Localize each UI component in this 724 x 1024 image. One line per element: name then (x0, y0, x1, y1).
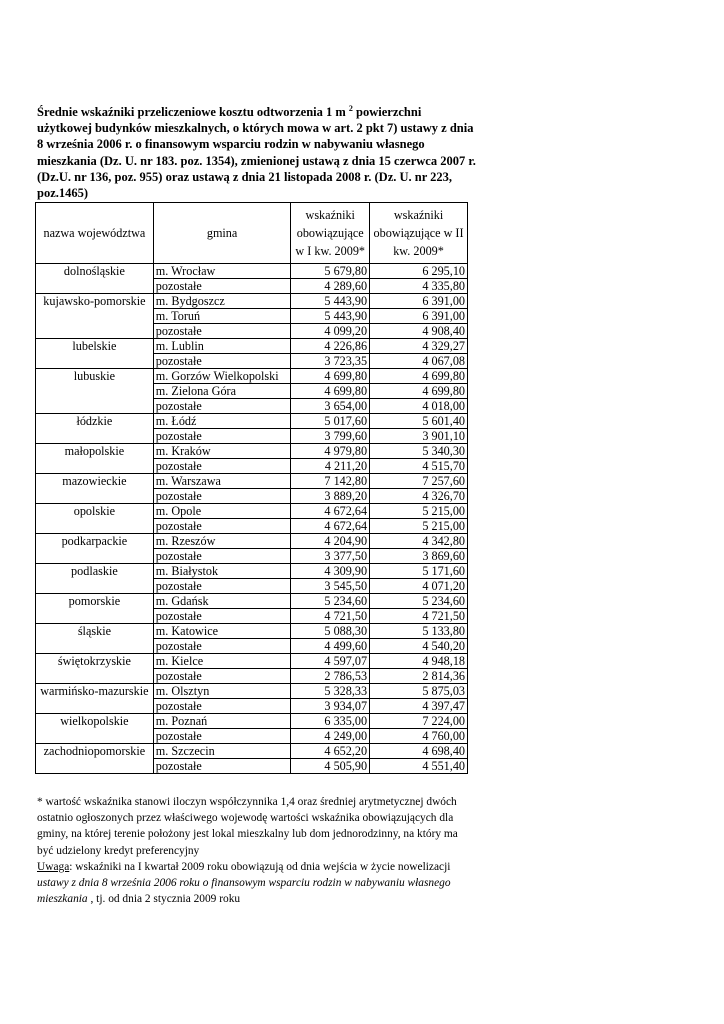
voivodeship-cell: małopolskie (36, 444, 154, 474)
q1-value-cell: 3 723,35 (291, 354, 370, 369)
q1-value-cell: 4 699,80 (291, 384, 370, 399)
commune-cell: pozostałe (153, 429, 291, 444)
uwaga-date: , tj. od dnia 2 stycznia 2009 roku (87, 893, 241, 906)
voivodeship-cell: lubuskie (36, 369, 154, 414)
commune-cell: pozostałe (153, 549, 291, 564)
q2-value-cell: 3 869,60 (370, 549, 468, 564)
q1-value-cell: 4 211,20 (291, 459, 370, 474)
q1-value-cell: 3 799,60 (291, 429, 370, 444)
voivodeship-cell: opolskie (36, 504, 154, 534)
table-row (36, 504, 468, 519)
q1-value-cell: 2 786,53 (291, 669, 370, 684)
commune-cell: m. Gdańsk (153, 594, 291, 609)
q2-value-cell: 4 698,40 (370, 744, 468, 759)
commune-cell: pozostałe (153, 609, 291, 624)
q1-value-cell: 3 889,20 (291, 489, 370, 504)
q1-value-cell: 4 249,00 (291, 729, 370, 744)
q1-value-cell: 4 699,80 (291, 369, 370, 384)
q1-value-cell: 5 088,30 (291, 624, 370, 639)
q2-value-cell: 4 540,20 (370, 639, 468, 654)
table-row (36, 624, 468, 639)
title-text: Średnie wskaźniki przeliczeniowe kosztu odtworzenia 1 m (37, 105, 349, 119)
q2-value-cell: 2 814,36 (370, 669, 468, 684)
voivodeship-cell: lubelskie (36, 339, 154, 369)
table-row (36, 474, 468, 489)
header-commune: gmina (153, 203, 291, 264)
table-row (36, 444, 468, 459)
q2-value-cell: 5 133,80 (370, 624, 468, 639)
voivodeship-cell: wielkopolskie (36, 714, 154, 744)
q1-value-cell: 5 443,90 (291, 309, 370, 324)
q1-value-cell: 4 672,64 (291, 504, 370, 519)
q2-value-cell: 4 760,00 (370, 729, 468, 744)
q1-value-cell: 5 234,60 (291, 594, 370, 609)
table-row (36, 684, 468, 699)
q1-value-cell: 7 142,80 (291, 474, 370, 489)
q2-value-cell: 5 171,60 (370, 564, 468, 579)
table-body (36, 264, 468, 774)
q2-value-cell: 4 721,50 (370, 609, 468, 624)
commune-cell: m. Olsztyn (153, 684, 291, 699)
q1-value-cell: 4 226,86 (291, 339, 370, 354)
commune-cell: m. Łódź (153, 414, 291, 429)
table-header-row (36, 203, 468, 264)
voivodeship-cell: łódzkie (36, 414, 154, 444)
q1-value-cell: 3 934,07 (291, 699, 370, 714)
footnote-text: * wartość wskaźnika stanowi iloczyn współczynnika 1,4 oraz średniej arytmetycznej dwóch ostatnio ogłoszonych przez właściwego wojewodę wartości wskaźnika obowiązujących dla gminy, na której terenie położony jest lokal mieszkalny lub dom jednorodzinny, na który ma być udzielony kredyt preferencyjny (37, 796, 458, 857)
q2-value-cell: 4 329,27 (370, 339, 468, 354)
commune-cell: pozostałe (153, 399, 291, 414)
commune-cell: m. Opole (153, 504, 291, 519)
commune-cell: pozostałe (153, 324, 291, 339)
document-title (37, 104, 477, 201)
q2-value-cell: 5 875,03 (370, 684, 468, 699)
q1-value-cell: 4 652,20 (291, 744, 370, 759)
title-superscript: 2 (348, 103, 353, 113)
table-row (36, 264, 468, 279)
table-row (36, 564, 468, 579)
commune-cell: m. Katowice (153, 624, 291, 639)
q1-value-cell: 5 328,33 (291, 684, 370, 699)
table-row (36, 594, 468, 609)
commune-cell: pozostałe (153, 279, 291, 294)
q1-value-cell: 4 672,64 (291, 519, 370, 534)
voivodeship-cell: mazowieckie (36, 474, 154, 504)
voivodeship-cell: kujawsko-pomorskie (36, 294, 154, 339)
q1-value-cell: 4 979,80 (291, 444, 370, 459)
q2-value-cell: 4 948,18 (370, 654, 468, 669)
q2-value-cell: 4 515,70 (370, 459, 468, 474)
q2-value-cell: 4 551,40 (370, 759, 468, 774)
q1-value-cell: 6 335,00 (291, 714, 370, 729)
table-row (36, 654, 468, 669)
voivodeship-cell: świętokrzyskie (36, 654, 154, 684)
q1-value-cell: 3 545,50 (291, 579, 370, 594)
q2-value-cell: 4 699,80 (370, 369, 468, 384)
q1-value-cell: 4 204,90 (291, 534, 370, 549)
header-q1-2009: wskaźniki obowiązujące w I kw. 2009* (291, 203, 370, 264)
voivodeship-cell: dolnośląskie (36, 264, 154, 294)
title-text-continued: powierzchni użytkowej budynków mieszkalnych, o których mowa w art. 2 pkt 7) ustawy z dnia 8 września 2006 r. o finansowym wsparciu rodzin w nabywaniu własnego mieszkania (Dz. U. nr 183. poz. 1354), zmienionej ustawą z dnia 15 czerwca 2007 r. (Dz.U. nr 136, poz. 955) oraz ustawą z dnia 21 listopada 2008 r. (Dz. U. nr 223, poz.1465) (37, 105, 476, 201)
commune-cell: m. Warszawa (153, 474, 291, 489)
q2-value-cell: 5 340,30 (370, 444, 468, 459)
commune-cell: pozostałe (153, 729, 291, 744)
uwaga-note (37, 859, 467, 908)
commune-cell: m. Rzeszów (153, 534, 291, 549)
q2-value-cell: 4 067,08 (370, 354, 468, 369)
uwaga-text: : wskaźniki na I kwartał 2009 roku obowiązują od dnia wejścia w życie nowelizacji (69, 860, 451, 873)
q1-value-cell: 5 017,60 (291, 414, 370, 429)
footnote (37, 794, 467, 907)
q2-value-cell: 4 335,80 (370, 279, 468, 294)
q1-value-cell: 4 099,20 (291, 324, 370, 339)
commune-cell: m. Lublin (153, 339, 291, 354)
q2-value-cell: 4 326,70 (370, 489, 468, 504)
voivodeship-cell: pomorskie (36, 594, 154, 624)
commune-cell: m. Poznań (153, 714, 291, 729)
commune-cell: pozostałe (153, 639, 291, 654)
commune-cell: m. Kraków (153, 444, 291, 459)
commune-cell: pozostałe (153, 354, 291, 369)
q1-value-cell: 4 289,60 (291, 279, 370, 294)
q2-value-cell: 5 601,40 (370, 414, 468, 429)
q1-value-cell: 4 499,60 (291, 639, 370, 654)
q2-value-cell: 5 234,60 (370, 594, 468, 609)
voivodeship-cell: warmińsko-mazurskie (36, 684, 154, 714)
q1-value-cell: 4 505,90 (291, 759, 370, 774)
uwaga-label: Uwaga (37, 860, 70, 873)
q2-value-cell: 6 391,00 (370, 309, 468, 324)
table-row (36, 714, 468, 729)
commune-cell: pozostałe (153, 459, 291, 474)
q1-value-cell: 4 309,90 (291, 564, 370, 579)
commune-cell: pozostałe (153, 489, 291, 504)
table-row (36, 414, 468, 429)
q2-value-cell: 4 342,80 (370, 534, 468, 549)
q2-value-cell: 5 215,00 (370, 504, 468, 519)
q2-value-cell: 3 901,10 (370, 429, 468, 444)
commune-cell: m. Białystok (153, 564, 291, 579)
table-row (36, 369, 468, 384)
commune-cell: m. Kielce (153, 654, 291, 669)
q2-value-cell: 7 224,00 (370, 714, 468, 729)
table-row (36, 294, 468, 309)
commune-cell: m. Wrocław (153, 264, 291, 279)
uwaga-law-reference: ustawy z dnia 8 września 2006 roku o finansowym wsparciu rodzin w nabywaniu własnego mieszkania (37, 877, 451, 906)
commune-cell: m. Gorzów Wielkopolski (153, 369, 291, 384)
q2-value-cell: 4 397,47 (370, 699, 468, 714)
q1-value-cell: 5 679,80 (291, 264, 370, 279)
commune-cell: m. Bydgoszcz (153, 294, 291, 309)
commune-cell: pozostałe (153, 699, 291, 714)
voivodeship-cell: podkarpackie (36, 534, 154, 564)
q1-value-cell: 3 377,50 (291, 549, 370, 564)
q2-value-cell: 7 257,60 (370, 474, 468, 489)
q2-value-cell: 6 391,00 (370, 294, 468, 309)
voivodeship-cell: podlaskie (36, 564, 154, 594)
q2-value-cell: 6 295,10 (370, 264, 468, 279)
commune-cell: m. Zielona Góra (153, 384, 291, 399)
voivodeship-cell: śląskie (36, 624, 154, 654)
table-row (36, 744, 468, 759)
q2-value-cell: 4 018,00 (370, 399, 468, 414)
header-q2-2009: wskaźniki obowiązujące w II kw. 2009* (370, 203, 468, 264)
voivodeship-cell: zachodniopomorskie (36, 744, 154, 774)
q1-value-cell: 4 721,50 (291, 609, 370, 624)
table-row (36, 339, 468, 354)
commune-cell: m. Szczecin (153, 744, 291, 759)
q2-value-cell: 4 071,20 (370, 579, 468, 594)
table-row (36, 534, 468, 549)
commune-cell: pozostałe (153, 669, 291, 684)
q1-value-cell: 5 443,90 (291, 294, 370, 309)
commune-cell: m. Toruń (153, 309, 291, 324)
q1-value-cell: 4 597,07 (291, 654, 370, 669)
indicators-table (35, 202, 468, 774)
commune-cell: pozostałe (153, 759, 291, 774)
q2-value-cell: 5 215,00 (370, 519, 468, 534)
header-voivodeship: nazwa województwa (36, 203, 154, 264)
q2-value-cell: 4 908,40 (370, 324, 468, 339)
q1-value-cell: 3 654,00 (291, 399, 370, 414)
commune-cell: pozostałe (153, 579, 291, 594)
commune-cell: pozostałe (153, 519, 291, 534)
q2-value-cell: 4 699,80 (370, 384, 468, 399)
